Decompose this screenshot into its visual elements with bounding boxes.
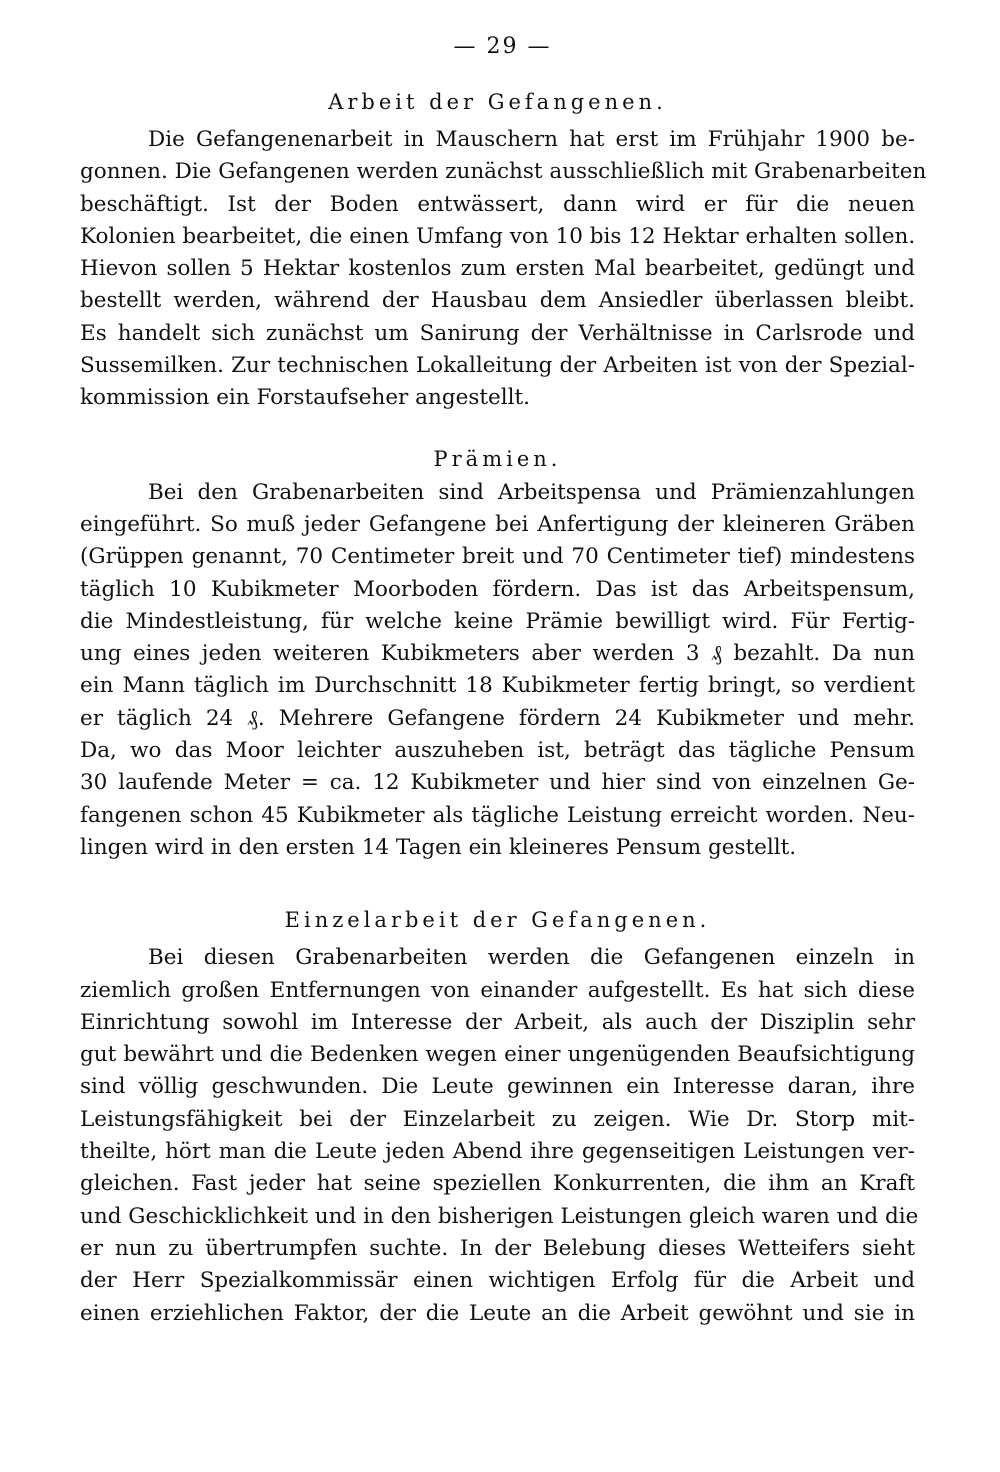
text-line: er täglich 24 ₰. Mehrere Gefangene fördern 24 Kubikmeter und mehr.: [80, 705, 915, 731]
page-number: — 29 —: [453, 34, 552, 59]
text-line: kommission ein Forstaufseher angestellt.: [80, 385, 530, 411]
text-line: beschäftigt. Ist der Boden entwässert, dann wird er für die neuen: [80, 191, 915, 217]
text-line: gonnen. Die Gefangenen werden zunächst ausschließlich mit Grabenarbeiten: [80, 159, 927, 185]
text-line: ein Mann täglich im Durchschnitt 18 Kubikmeter fertig bringt, so verdient: [80, 673, 915, 699]
document-page: [80, 30, 927, 1330]
text-line: theilte, hört man die Leute jeden Abend ihre gegenseitigen Leistungen ver-: [80, 1139, 915, 1165]
section-body-praemien: [80, 477, 915, 865]
text-line: gleichen. Fast jeder hat seine speziellen Konkurrenten, die ihm an Kraft: [80, 1171, 915, 1197]
text-line: Bei diesen Grabenarbeiten werden die Gefangenen einzeln in: [148, 945, 915, 971]
text-line: Es handelt sich zunächst um Sanirung der Verhältnisse in Carlsrode und: [80, 320, 915, 346]
text-line: Da, wo das Moor leichter auszuheben ist, beträgt das tägliche Pensum: [80, 738, 915, 764]
text-line: und Geschicklichkeit und in den bisherigen Leistungen gleich waren und die: [80, 1203, 919, 1229]
text-line: bestellt werden, während der Hausbau dem Ansiedler überlassen bleibt.: [80, 288, 915, 314]
text-line: der Herr Spezialkommissär einen wichtigen Erfolg für die Arbeit und: [80, 1268, 915, 1294]
section-body-einzelarbeit: [80, 942, 919, 1330]
text-line: fangenen schon 45 Kubikmeter als tägliche Leistung erreicht worden. Neu-: [80, 802, 915, 828]
section-heading-arbeit: Arbeit der Gefangenen.: [328, 90, 667, 114]
text-line: gut bewährt und die Bedenken wegen einer ungenügenden Beaufsichtigung: [80, 1042, 915, 1068]
text-line: ziemlich großen Entfernungen von einander aufgestellt. Es hat sich diese: [80, 977, 915, 1003]
text-line: die Mindestleistung, für welche keine Prämie bewilligt wird. Für Fertig-: [80, 608, 915, 634]
text-line: Hievon sollen 5 Hektar kostenlos zum ersten Mal bearbeitet, gedüngt und: [80, 256, 915, 282]
section-heading-praemien: Prämien.: [433, 446, 562, 471]
text-line: Einrichtung sowohl im Interesse der Arbeit, als auch der Disziplin sehr: [80, 1009, 915, 1035]
text-line: täglich 10 Kubikmeter Moorboden fördern. Das ist das Arbeitspensum,: [80, 576, 915, 602]
text-line: ung eines jeden weiteren Kubikmeters aber werden 3 ₰ bezahlt. Da nun: [80, 641, 915, 667]
text-line: er nun zu übertrumpfen suchte. In der Belebung dieses Wetteifers sieht: [80, 1235, 915, 1261]
text-line: lingen wird in den ersten 14 Tagen ein kleineres Pensum gestellt.: [80, 834, 797, 860]
text-line: Kolonien bearbeitet, die einen Umfang von 10 bis 12 Hektar erhalten sollen.: [80, 223, 916, 249]
section-body-arbeit: [80, 124, 927, 415]
text-line: 30 laufende Meter = ca. 12 Kubikmeter und hier sind von einzelnen Ge-: [80, 770, 915, 796]
text-line: Die Gefangenenarbeit in Mauschern hat erst im Frühjahr 1900 be-: [148, 127, 915, 152]
text-line: Sussemilken. Zur technischen Lokalleitung der Arbeiten ist von der Spezial-: [80, 353, 915, 379]
text-line: eingeführt. So muß jeder Gefangene bei Anfertigung der kleineren Gräben: [80, 511, 915, 537]
text-line: einen erziehlichen Faktor, der die Leute an die Arbeit gewöhnt und sie in: [80, 1300, 915, 1326]
text-line: Bei den Grabenarbeiten sind Arbeitspensa und Prämienzahlungen: [148, 479, 915, 505]
text-line: sind völlig geschwunden. Die Leute gewinnen ein Interesse daran, ihre: [80, 1074, 915, 1100]
text-line: (Grüppen genannt, 70 Centimeter breit und 70 Centimeter tief) mindestens: [80, 544, 915, 570]
section-heading-einzelarbeit: Einzelarbeit der Gefangenen.: [284, 908, 711, 933]
text-line: Leistungsfähigkeit bei der Einzelarbeit zu zeigen. Wie Dr. Storp mit-: [80, 1106, 915, 1132]
